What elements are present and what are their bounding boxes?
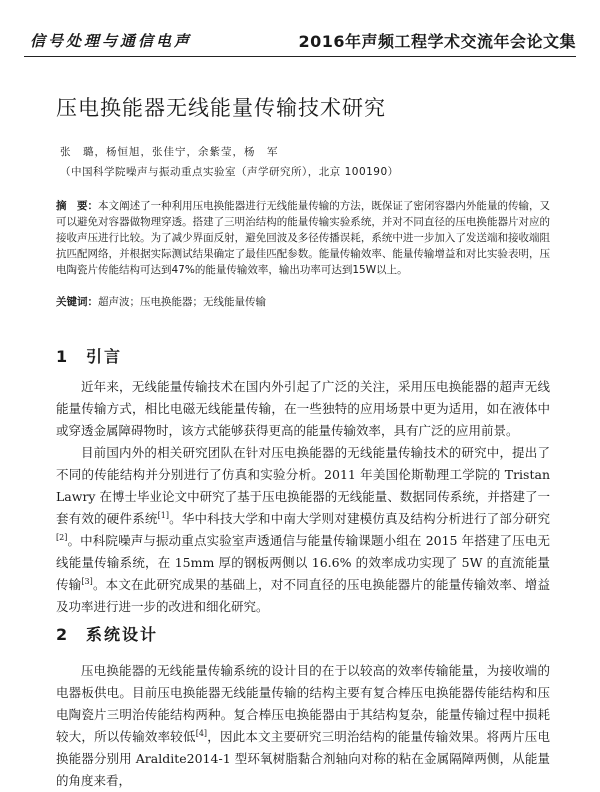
keywords-text: 超声波；压电换能器；无线能量传输 xyxy=(98,296,266,308)
intro-p2-text-d: 。本文在此研究成果的基础上，对不同直径的压电换能器片的能量传输效率、增益及功率进行进一步的改进和细化研究。 xyxy=(56,577,550,614)
section-1-title: 引言 xyxy=(86,347,123,366)
affiliation: （中国科学院噪声与振动重点实验室（声学研究所），北京 100190） xyxy=(60,166,399,178)
intro-p2-text-a: 目前国内外的相关研究团队在针对压电换能器的无线能量传输技术的研究中，提出了不同的传能结构并分别进行了仿真和实验分析。2011 年美国伦斯勒理工学院的 Tristan Lawry 在博士毕业论文中研究了基于压电换能器的无线能量、数据同传系统，并搭建了一套有效的硬件系统 xyxy=(56,445,550,526)
citation-4: [4] xyxy=(195,728,208,738)
section-1-number: 1 xyxy=(56,347,70,366)
citation-2: [2] xyxy=(56,532,68,542)
section-2-title: 系统设计 xyxy=(86,625,159,644)
abstract-text: 本文阐述了一种利用压电换能器进行无线能量传输的方法，既保证了密闭容器内外能量的传输，又可以避免对容器做物理穿透。搭建了三明治结构的能量传输实验系统，并对不同直径的压电换能器片对应的接收声压进行比较。为了减少界面反射，避免回波及多径传播误耗，系统中进一步加入了发送端和接收端阻抗匹配网络，并根据实际测试结果确定了最佳匹配参数。能量传输效率、能量传输增益和对比实验表明，压电陶瓷片传能结构可达到47%的能量传输效率，输出功率可达到15W以上。 xyxy=(56,200,551,276)
citation-1: [1] xyxy=(157,510,169,520)
page-header xyxy=(24,26,576,57)
design-p1-text-b: ，因此本文主要研究三明治结构的能量传输效果。将两片压电换能器分别用 Araldite2014-1 型环氧树脂黏合剂轴向对称的粘在金属隔障两侧，从能量的角度来看， xyxy=(56,729,550,788)
abstract xyxy=(56,198,550,278)
section-1-heading xyxy=(56,344,122,367)
keywords-label: 关键词： xyxy=(56,296,98,308)
abstract-label: 摘 要： xyxy=(56,200,99,212)
intro-paragraph-1: 近年来，无线能量传输技术在国内外引起了广泛的关注，采用压电换能器的超声无线能量传输方式，相比电磁无线能量传输，在一些独特的应用场景中更为适用，如在液体中或穿透金属障碍物时，该方式能够获得更高的能量传输效率，具有广泛的应用前景。 xyxy=(56,379,550,438)
authors: 张 璐，杨恒旭，张佳宁，余紫莹，杨 军 xyxy=(60,146,279,158)
design-p1-text-a: 压电换能器的无线能量传输系统的设计目的在于以较高的效率传输能量，为接收端的电器板供电。目前压电换能器无线能量传输的结构主要有复合棒压电换能器传能结构和压电陶瓷片三明治传能结构两种。复合棒压电换能器由于其结构复杂，能量传输过程中损耗较大，所以传输效率较低 xyxy=(56,663,550,744)
intro-p2-text-c: 。中科院噪声与振动重点实验室声透通信与能量传输课题小组在 2015 年搭建了压电无线能量传输系统，在 15mm 厚的钢板两侧以 16.6% 的效率成功实现了 5W 的直流能量传输 xyxy=(56,533,550,592)
citation-3: [3] xyxy=(81,576,93,586)
section-2-heading xyxy=(56,622,158,645)
journal-section-name: 信号处理与通信电声 xyxy=(30,32,193,50)
intro-paragraph-2 xyxy=(56,442,550,618)
proceedings-title: 2016年声频工程学术交流年会论文集 xyxy=(298,32,576,51)
section-2-number: 2 xyxy=(56,625,70,644)
keywords xyxy=(56,294,550,310)
intro-p2-text-b: 。华中科技大学和中南大学则对建模仿真及结构分析进行了部分研究 xyxy=(168,511,550,526)
paper-title: 压电换能器无线能量传输技术研究 xyxy=(56,96,386,120)
design-paragraph-1 xyxy=(56,660,550,792)
